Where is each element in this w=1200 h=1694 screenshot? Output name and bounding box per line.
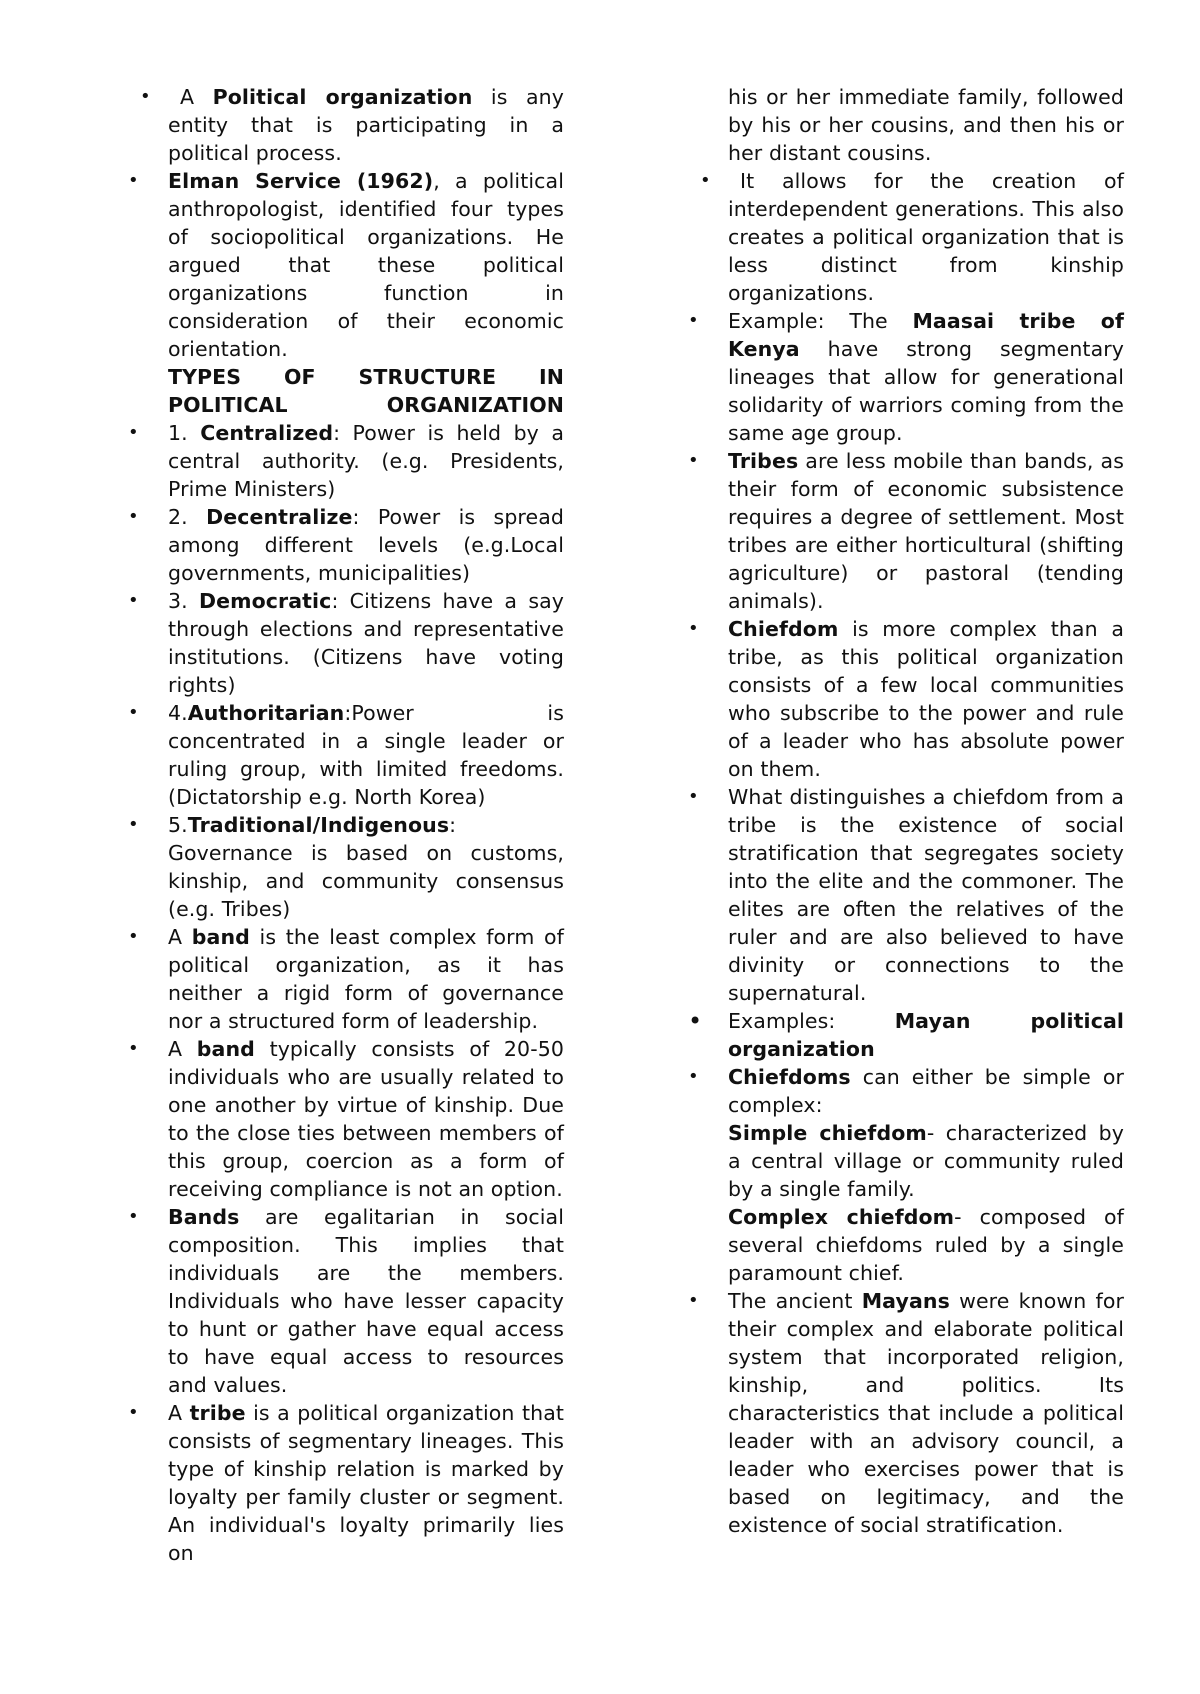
item-text: have strong segmentary lineages that allow for generational solidarity of warriors coming from the same age group. [728, 337, 1124, 445]
item-term: Chiefdom [728, 617, 839, 641]
item-text: 1. [168, 421, 201, 445]
item-term: Political organization [212, 85, 473, 109]
item-text: - characterized by a central village or community ruled by a single family. [728, 1121, 1125, 1201]
item-term: Simple chiefdom [728, 1121, 927, 1145]
item-term: band [196, 1037, 255, 1061]
list-item [168, 1035, 564, 1203]
list-item [728, 1287, 1124, 1539]
item-term: Elman Service (1962) [168, 169, 434, 193]
item-text: 5. [168, 813, 188, 837]
item-text: A [168, 1401, 190, 1425]
item-term: Decentralize [206, 505, 353, 529]
list-item [728, 1063, 1124, 1119]
item-term: Authoritarian [187, 701, 345, 725]
item-text: were known for their complex and elaborate political system that incorporated religion, kinship, and politics. Its characteristics that include a political leader with an advisory council, a leader who exercises power that is based on legitimacy, and the existence of social stratification. [728, 1289, 1124, 1537]
item-text: A [168, 925, 192, 949]
sub-definition [728, 1119, 1124, 1203]
item-text: A [180, 85, 213, 109]
item-text: 4. [168, 701, 188, 725]
item-text: 3. [168, 589, 199, 613]
item-text: The ancient [728, 1289, 862, 1313]
item-text: is any entity that is participating in a political process. [168, 85, 564, 165]
item-term: band [191, 925, 250, 949]
list-item [728, 1007, 1124, 1063]
item-text: Examples: [728, 1009, 895, 1033]
item-term: tribe [189, 1401, 246, 1425]
list-item [728, 447, 1124, 615]
sub-definition [728, 1203, 1124, 1287]
item-text: A [168, 1037, 197, 1061]
item-term: Mayan political organization [728, 1009, 1125, 1061]
list-item [168, 587, 564, 699]
list-item [168, 1203, 564, 1399]
item-text: : Governance is based on customs, kinship, and community consensus (e.g. Tribes) [168, 813, 564, 921]
list-item [168, 503, 564, 587]
list-item [728, 615, 1124, 783]
item-text: , a political anthropologist, identified four types of sociopolitical organizations. He argued that these political organizations function in consideration of their economic orientation. [168, 169, 564, 361]
list-item [168, 167, 564, 363]
item-term: Maasai tribe of Kenya [728, 309, 1124, 361]
item-text: : Citizens have a say through elections and representative institutions. (Citizens have voting rights) [168, 589, 564, 697]
item-text: typically consists of 20-50 individuals who are usually related to one another by virtue of kinship. Due to the close ties between members of this group, coercion as a form of receiving compliance is not an option. [168, 1037, 564, 1201]
item-text: 2. [168, 505, 207, 529]
item-term: Chiefdoms [728, 1065, 851, 1089]
item-text: are less mobile than bands, as their form of economic subsistence requires a degree of settlement. Most tribes are either horticultural (shifting agriculture) or pastoral (tending animals). [728, 449, 1124, 613]
item-text: is the least complex form of political organization, as it has neither a rigid form of governance nor a structured form of leadership. [168, 925, 564, 1033]
list-item [168, 811, 564, 923]
item-text: is a political organization that consists of segmentary lineages. This type of kinship relation is marked by loyalty per family cluster or segment. An individual's loyalty primarily lies on [168, 1401, 564, 1565]
item-term: Bands [168, 1205, 240, 1229]
item-term: Democratic [199, 589, 332, 613]
item-text: : Power is held by a central authority. (e.g. Presidents, Prime Ministers) [168, 421, 564, 501]
item-term: Complex chiefdom [728, 1205, 955, 1229]
section-heading: TYPES OF STRUCTURE IN POLITICAL ORGANIZATION [168, 365, 564, 417]
item-term: Traditional/Indigenous [187, 813, 450, 837]
list-item [168, 699, 564, 811]
list-item: • It allows for the creation of interdependent generations. This also creates a political organization that is less distinct from kinship organizations. [728, 167, 1124, 307]
item-text: - composed of several chiefdoms ruled by a single paramount chief. [728, 1205, 1124, 1285]
item-text: :Power is concentrated in a single leader or ruling group, with limited freedoms. (Dictatorship e.g. North Korea) [168, 701, 564, 809]
item-term: Tribes [728, 449, 799, 473]
item-text: are egalitarian in social composition. This implies that individuals are the members. Individuals who have lesser capacity to hunt or gather have equal access to have equal access to resources and values. [168, 1205, 564, 1397]
right-column [728, 83, 1124, 1539]
list-item [168, 923, 564, 1035]
list-item [728, 307, 1124, 447]
item-text: can either be simple or complex: [728, 1065, 1124, 1117]
list-item [168, 419, 564, 503]
item-term: Mayans [861, 1289, 950, 1313]
list-item: • What distinguishes a chiefdom from a tribe is the existence of social stratification that segregates society into the elite and the commoner. The elites are often the relatives of the ruler and are also believed to have divinity or connections to the supernatural. [728, 783, 1124, 1007]
list-item [168, 1399, 564, 1567]
item-text: Example: The [728, 309, 913, 333]
left-column [168, 83, 564, 1567]
item-text: is more complex than a tribe, as this political organization consists of a few local communities who subscribe to the power and rule of a leader who has absolute power on them. [728, 617, 1124, 781]
item-text: : Power is spread among different levels (e.g.Local governments, municipalities) [168, 505, 564, 585]
item-term: Centralized [200, 421, 334, 445]
list-item-continuation: his or her immediate family, followed by his or her cousins, and then his or her distant cousins. [728, 85, 1124, 165]
list-item [168, 83, 564, 167]
